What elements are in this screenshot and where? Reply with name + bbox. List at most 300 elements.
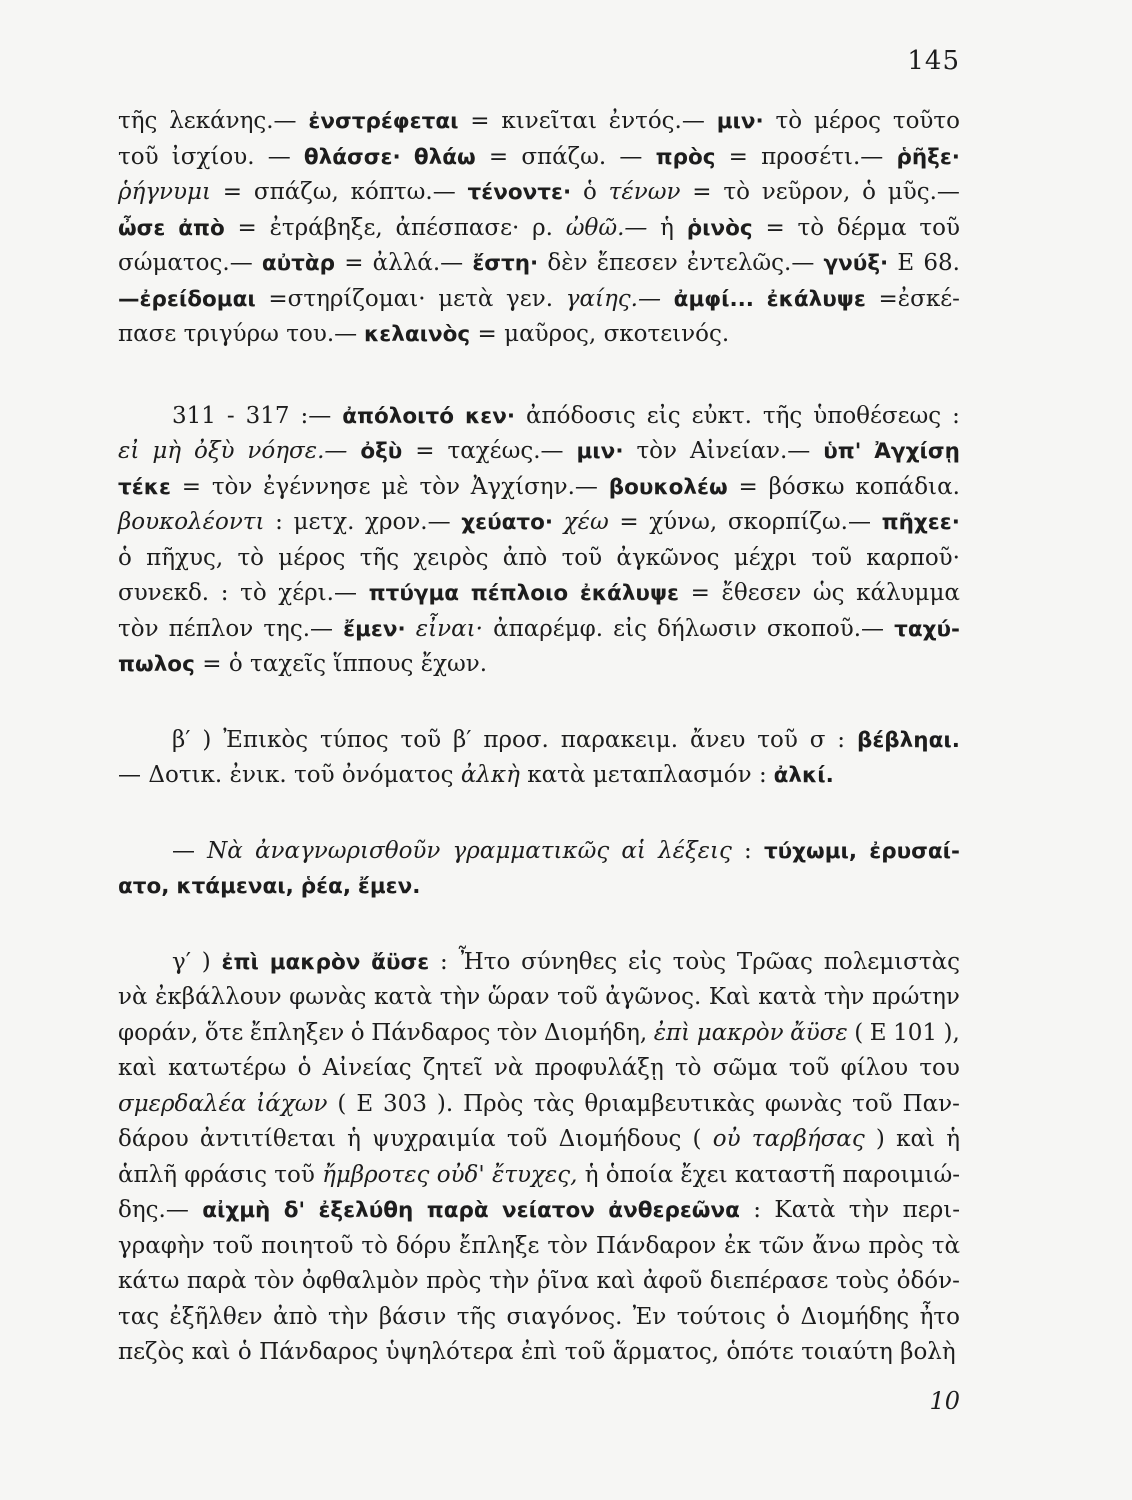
word: ἀπαρέμφ. [493,615,604,642]
paragraph-glossary-1 [118,104,960,353]
bold-term: ἐπὶ [221,949,259,975]
bold-term: ταχύ- [894,616,960,642]
word: ταχεῖς [250,651,327,677]
word: τοῦ [274,1161,315,1188]
word: Ε [897,250,915,276]
word: γραφὴν [118,1232,205,1259]
bold-term: ἀμφί... [673,286,754,312]
word: = [415,438,435,464]
italic-word: γαίης.— [565,285,661,312]
text-line [118,505,960,541]
word: τοῦ [757,726,798,753]
word: πρώτην [871,984,960,1010]
text-line [118,175,960,211]
word: ( [854,1019,864,1046]
word: τοῦ [400,726,442,753]
word: ἀπὸ [502,544,548,571]
text-line [118,211,960,247]
word: ὁ [776,1303,791,1330]
word: 101 [893,1019,937,1046]
bold-term: ἀπόλοιτό [342,403,455,429]
word: προφυλάξῃ [534,1055,664,1081]
word: πεζὸς [118,1339,185,1365]
bold-term: πέπλοιο [470,581,569,606]
bold-term: μιν· [576,439,624,464]
word: ἀντιτίθεται [199,1126,336,1152]
bold-term: τέκε [118,474,171,500]
word: τοῦ [294,762,335,788]
word: πασε [118,321,177,347]
italic-word: βουκολέοντι [118,509,265,535]
word: = [738,473,758,500]
paragraph-recognize [118,834,960,905]
word: ἔπληξεν [249,1019,345,1046]
word: = [692,179,712,205]
word: τὸν [496,1019,538,1046]
word: νὰ [118,984,148,1010]
bold-term: ἐκάλυψε [766,286,866,312]
word: χρον.— [365,509,451,535]
word: μὲ [381,473,409,500]
word: κατὰ [758,984,817,1010]
word: ὁ [350,1019,365,1046]
word: = [181,473,202,500]
italic-word: ταρβήσας [751,1126,865,1152]
word: = [619,509,639,535]
text-line [118,576,960,612]
word: = [765,214,785,241]
bold-term: —ἐρείδομαι [118,286,256,312]
word: τοῦ [564,1339,606,1365]
word: - [226,402,235,429]
word: τὴν [488,1268,530,1294]
bold-term: ἀλκί. [773,763,834,788]
word: : [275,509,283,535]
text-line [118,1016,960,1052]
italic-word: σμερδαλέα [118,1090,247,1117]
word: — [267,143,291,170]
word: βόσκω [768,473,845,500]
bold-term: αὐτὰρ [261,251,336,276]
word: δης.— [118,1197,189,1223]
word: διεπέρασε [709,1268,829,1294]
text-line [118,723,960,759]
text-line [118,1051,960,1087]
word: : [439,948,448,975]
word: χύνω, [649,509,718,535]
word: ποιητοῦ [261,1232,354,1259]
word: : [952,402,960,429]
word: Ε [869,1019,887,1046]
word: μῦς.— [887,179,960,205]
word: παρὰ [186,1268,247,1294]
word: κόπτω.— [350,179,456,205]
bold-term: κτάμεναι, [176,874,294,899]
word: τὸ [775,108,803,134]
word: τοῦ [561,544,603,571]
word: μέρος [278,544,346,571]
word: σύνηθες [521,948,618,975]
word: ἀπέσπασε· [395,214,520,241]
word: τὸν [636,438,677,464]
text-line [118,612,960,648]
word: σκοτεινός. [603,321,730,347]
bold-term: Ἀγχίσῃ [874,439,960,464]
word: ὥραν [487,984,550,1010]
word: τὴν [848,1197,890,1223]
word: σ [809,726,826,753]
text-line [118,647,960,683]
word: Πάνδαρος [371,1019,491,1046]
word: δόρυ [395,1232,452,1259]
word: μεταπλασμόν [592,762,752,788]
word: τοῦτο [892,108,960,134]
word: ἁπλῆ [118,1161,178,1188]
word: ἵππους [333,651,414,677]
italic-word: μακρὸν [696,1019,784,1046]
italic-word: ὀξὺ [193,438,235,464]
word: :— [300,402,332,429]
italic-word: ἔτυχες, [491,1161,578,1188]
word: τοῦ [919,214,960,241]
italic-word: ἐπὶ [653,1019,691,1046]
bold-term: ἀνθερεῶνα [608,1198,740,1223]
bold-term: ῥέα, [300,874,351,899]
word: χειρὸς [413,544,489,571]
word: = [477,321,497,347]
word: = [470,108,490,134]
word: ἔχων. [420,651,488,677]
word: πῆχυς, [146,544,224,571]
word: εὐκτ. [691,402,752,429]
word: τὸ [674,1055,702,1081]
word: ὀφθαλμὸν [302,1268,419,1294]
word: σπάζω, [253,179,339,205]
word: πρὸς [426,1268,482,1294]
word: =στηρίζομαι· [268,285,426,312]
italic-word: Νὰ [207,837,243,864]
bold-term: πτύγμα [368,581,460,606]
word: τούτοις [676,1303,766,1330]
word: 311 [172,402,216,429]
text-line [118,945,960,981]
paragraph-glossary-2 [118,399,960,683]
word: =ἐσκέ- [878,285,960,312]
word: ἐνικ. [229,762,287,788]
word: 303 [383,1090,427,1117]
word: τοῦ [557,984,598,1010]
word: σώματος.— [118,250,253,276]
word: 317 [245,402,290,429]
bold-term: δ' [283,1198,306,1223]
word: σκορπίζω.— [727,509,871,535]
text-line [118,1193,960,1229]
word: πρὸς [868,1232,924,1259]
word: ἐντός.— [608,108,705,134]
bold-term: πῆχεε· [881,510,960,535]
word: βάσιν [378,1303,447,1330]
bold-term: κεν· [464,403,516,429]
bold-term: ἔμεν· [343,616,406,642]
word: μετχ. [293,509,355,535]
word: τοῦ [788,1055,830,1081]
word: ἦτο [919,1303,960,1330]
word: τὰ [931,1232,960,1259]
word: ὀνόματος [341,762,454,788]
word: προσέτι.— [761,143,884,170]
bold-term: πρὸς [655,144,716,170]
word: μετὰ [438,285,494,312]
word: ἐπὶ [520,1339,558,1365]
word: τοιαύτη [801,1339,893,1365]
bold-term: νείατον [502,1198,595,1223]
word: ἡ [946,1126,960,1152]
word: σπάζω. [521,143,607,170]
word: ) [875,1126,885,1152]
italic-word: εἶναι· [415,615,483,642]
word: — [118,762,141,788]
word: κατὰ [527,762,586,788]
word: ὡς [812,580,845,606]
word: συνεκδ. [118,580,210,606]
bold-term: ἄϋσε [371,949,430,975]
bold-term: μακρὸν [269,949,361,975]
word: τοῦ [118,143,159,170]
word: ὁ [862,179,876,205]
word: νὰ [493,1055,524,1081]
word: τας [118,1303,160,1330]
word: τοὺς [672,948,727,975]
bold-term: τένοντε· [467,180,572,205]
text-line [118,470,960,506]
word: τὸ [361,1232,388,1259]
word: Πρὸς [463,1090,524,1117]
word: τὴν [823,984,865,1010]
word: : [220,580,229,606]
word: κοπάδια. [855,473,960,500]
word: ἐντελῶς.— [686,250,815,276]
word: ). [436,1090,454,1117]
word: τὸν [254,1268,295,1294]
word: σῶμα [712,1055,778,1081]
word: ), [943,1019,960,1046]
word: ἔχει [680,1161,728,1188]
word: τὴν [327,1303,369,1330]
word: ἰσχίου. [171,143,255,170]
word: προσ. [483,726,549,753]
word: τὸ [797,214,825,241]
text-line [118,1264,960,1300]
word: καὶ [118,1055,157,1081]
word: ἀγκῶνος [616,544,720,571]
word: τοῦ [852,1090,893,1117]
italic-word: ἀλκὴ [460,762,520,788]
word: παροιμιώ- [842,1161,960,1188]
word: ὁ [582,179,597,205]
word: τὸν [419,473,460,500]
bold-term: ἐρυσαί- [869,838,960,864]
word: κατωτέρω [168,1055,287,1081]
word: ἡ [660,214,674,241]
word: μέχρι [733,544,798,571]
word: ὅτε [204,1019,244,1046]
word: του [919,1055,960,1081]
word: σκοποῦ.— [766,615,885,642]
word: πολεμιστὰς [823,948,960,975]
word: της.— [263,615,334,642]
word: τῆς [359,544,400,571]
word: ἔπεσεν [596,250,678,276]
italic-word: οὐδ' [436,1161,485,1188]
word: ( [692,1126,702,1152]
word: τὸ [237,544,265,571]
word: ἀγῶνος. [605,984,702,1010]
word: — [172,837,195,864]
word: ὀδόν- [896,1268,960,1294]
word: β′ [172,726,191,753]
italic-word: ἀναγνωρισθοῦν [254,837,441,864]
word: ἡ [347,1126,361,1152]
word: Παν- [902,1090,960,1117]
italic-word: τένων [608,179,681,205]
word: κινεῖται [501,108,597,134]
bold-term: πωλος [118,652,195,677]
word: τὸ [723,179,750,205]
word: πέπλον [168,615,254,642]
word: μέρος [813,108,882,134]
text-line [118,834,960,870]
bold-term: ὑπ' [823,439,862,464]
word: ἐτράβηξε, [269,214,383,241]
word: = [202,651,222,677]
word: = [728,143,748,170]
word: β′ [452,726,472,753]
word: ἀπόδοσις [526,402,636,429]
word: ἄνευ [689,726,746,753]
word: ἔθεσεν [721,580,802,606]
word: 68. [923,250,960,276]
word: = [488,143,509,170]
page-body [118,104,960,1371]
text-line [118,317,960,353]
italic-word: νόησε.— [247,438,348,464]
word: βολὴ [900,1339,956,1365]
text-line [118,104,960,140]
text-line [118,980,960,1016]
word: ἡ [584,1161,599,1188]
word: καὶ [596,1268,636,1294]
bold-term: αἰχμὴ [202,1198,271,1223]
word: καὶ [896,1126,936,1152]
word: ἀπὸ [273,1303,318,1330]
paragraph-gamma [118,945,960,1371]
word: Αἰνείαν.— [689,438,811,464]
word: = [690,580,710,606]
word: : [837,726,846,753]
word: φράσις [184,1161,268,1188]
bold-term: ῥῆξε· [896,144,960,170]
italic-word: ἰάχων [256,1090,328,1117]
bold-term: ἐξελύθη [318,1198,414,1223]
text-line [118,1229,960,1265]
word: καταστῆ [734,1161,836,1188]
bold-term: ἔμεν. [357,874,421,899]
italic-word: ὠθῶ.— [565,214,648,241]
word: τῆς [456,1303,497,1330]
word: ) [202,726,212,753]
word: φίλου [840,1055,909,1081]
italic-word: οὐ [712,1126,741,1152]
text-line [118,399,960,435]
word: ἔπληξε [459,1232,540,1259]
word: Κατὰ [774,1197,836,1223]
word: = [237,214,257,241]
word: Αἰνείας [322,1055,412,1081]
italic-word: ῥήγνυμι [118,179,211,205]
signature-mark: 10 [929,1387,960,1415]
word: ὁποία [605,1161,674,1188]
word: ἅρματος, [612,1339,720,1365]
word: = [222,179,243,205]
word: εἰς [613,615,647,642]
word: δὲν [547,250,588,276]
word: παρακειμ. [560,726,679,753]
word: κάλυμμα [856,580,960,606]
word: μαῦρος, [504,321,597,347]
word: σιαγόνος. [506,1303,623,1330]
word: τὸν [211,473,253,500]
word: τοῦ [212,1232,254,1259]
word: τῆς [118,108,158,134]
bold-term: παρὰ [426,1198,489,1223]
word: Πάνδαρος [259,1339,379,1365]
bold-term: ἀπὸ [178,215,225,241]
word: ὁ [297,1055,312,1081]
bold-term: χεύατο· [461,510,554,535]
word: ὁ [118,544,132,571]
bold-term: θλάω [413,144,476,170]
bold-term: τύχωμι, [763,838,858,864]
word: ζητεῖ [422,1055,483,1081]
text-line [118,1300,960,1336]
word: Ἀγχίσην.— [470,473,598,500]
word: : [758,762,767,788]
word: θριαμβευτικὰς [584,1090,755,1117]
word: Καὶ [708,984,751,1010]
text-line [118,140,960,176]
word: τὸν [118,615,159,642]
word: φωνὰς [289,984,367,1010]
word: χέρι.— [278,580,357,606]
italic-word: ἄϋσε [790,1019,848,1046]
word: κάτω [118,1268,180,1294]
word: γεν. [506,285,554,312]
bold-term: ὀξὺ [360,439,403,464]
text-line [118,1122,960,1158]
word: Ἦτο [458,948,511,975]
word: ἐκ [724,1232,751,1259]
italic-word: ἤμβροτες [322,1161,430,1188]
word: λεκάνης.— [169,108,297,134]
text-line [118,246,960,282]
text-line [118,1087,960,1123]
word: Ἐν [632,1303,667,1330]
word: περι- [902,1197,960,1223]
word: καὶ [191,1339,231,1365]
bold-term: βουκολέω [608,474,728,500]
word: ἐκβάλλουν [155,984,282,1010]
word: Ε [356,1090,374,1117]
